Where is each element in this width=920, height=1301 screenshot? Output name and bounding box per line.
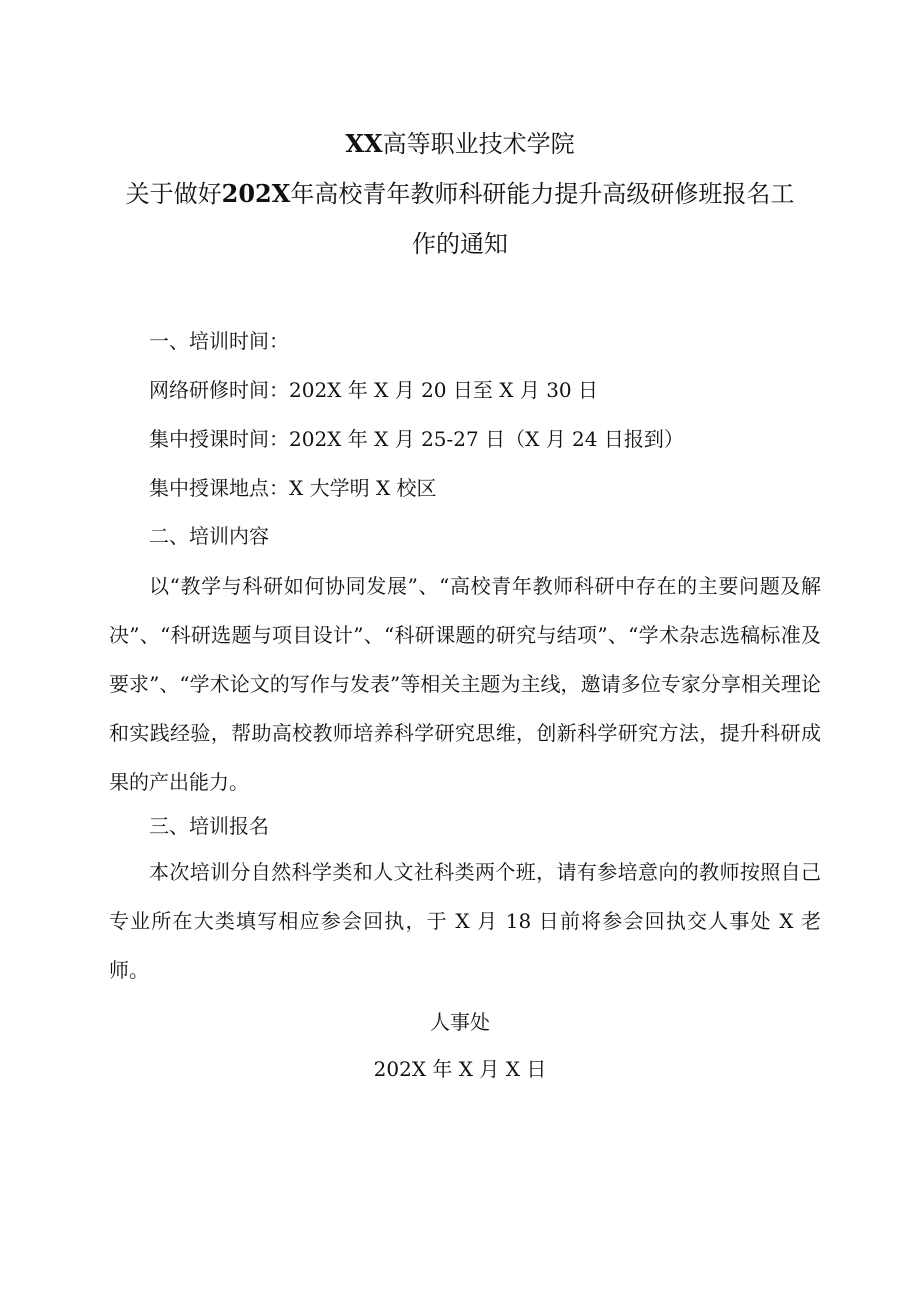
section-3-heading: 三、培训报名 [149,814,269,838]
section-1-heading: 一、培训时间： [149,329,289,353]
signature-department: 人事处 [430,1010,490,1034]
section-3-body: 本次培训分自然科学类和人文社科类两个班，请有参培意向的教师按照自己专业所在大类填写相应参会回执，于 X 月 18 日前将参会回执交人事处 X 老师。 [109,860,821,982]
online-study-time: 网络研修时间：202X 年 X 月 20 日至 X 月 30 日 [149,378,599,402]
section-2-heading: 二、培训内容 [149,524,269,548]
title-school-name: 高等职业技术学院 [382,130,575,158]
document-title-line-3: 作的通知 [412,230,508,258]
title-line-2-suffix: 年高校青年教师科研能力提升高级研修班报名工 [290,180,795,208]
onsite-class-location: 集中授课地点：X 大学明 X 校区 [149,476,437,500]
signature-date: 202X 年 X 月 X 日 [373,1057,547,1081]
document-title-line-1 [100,129,820,158]
title-school-code: XX [345,129,383,158]
section-2-body: 以“教学与科研如何协同发展”、“高校青年教师科研中存在的主要问题及解决”、“科研选题与项目设计”、“科研课题的研究与结项”、“学术杂志选稿标准及要求”、“学术论文的写作与发表”等相关主题为主线，邀请多位专家分享相关理论和实践经验，帮助高校教师培养科学研究思维，创新科学研究方法，提升科研成果的产出能力。 [109,574,821,794]
title-year: 202X [221,179,291,208]
title-line-2-prefix: 关于做好 [125,180,222,208]
document-title-line-2 [100,179,820,208]
onsite-class-time: 集中授课时间：202X 年 X 月 25-27 日（X 月 24 日报到） [149,427,684,451]
